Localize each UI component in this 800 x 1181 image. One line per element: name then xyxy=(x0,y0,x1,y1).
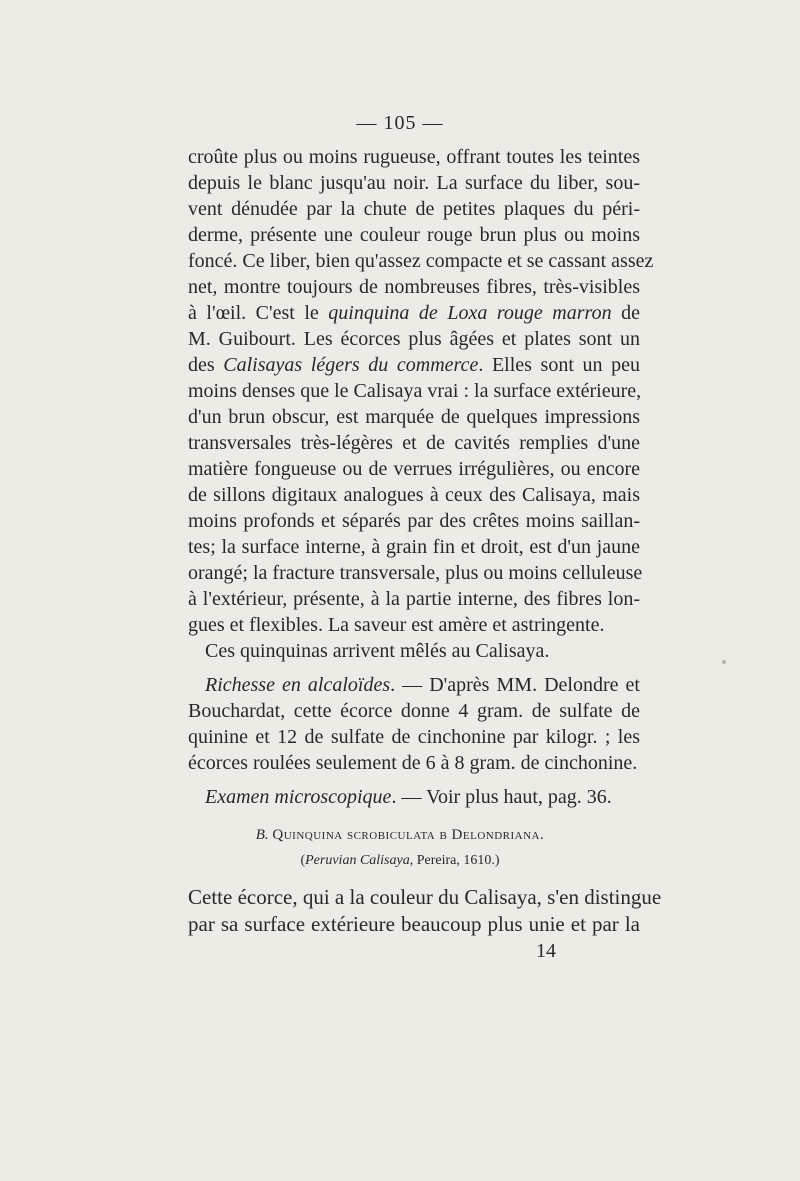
signature-mark: 14 xyxy=(536,940,556,962)
text-line: à l'extérieur, présente, à la partie interne, des fibres lon- xyxy=(188,588,640,610)
text-line: Cette écorce, qui a la couleur du Calisaya, s'en distingue xyxy=(188,885,662,909)
text-line: Richesse en alcaloïdes. — D'après MM. Delondre et xyxy=(205,674,640,696)
text-line: moins denses que le Calisaya vrai : la surface extérieure, xyxy=(188,380,642,402)
text-line: derme, présente une couleur rouge brun plus ou moins xyxy=(188,224,640,246)
text-line: foncé. Ce liber, bien qu'assez compacte et se cassant assez xyxy=(188,250,654,272)
text-line: à l'œil. C'est le quinquina de Loxa rouge marron de xyxy=(188,302,640,324)
text-line: d'un brun obscur, est marquée de quelques impressions xyxy=(188,406,640,428)
text-line: quinine et 12 de sulfate de cinchonine par kilogr. ; les xyxy=(188,726,640,748)
section-letter: B. xyxy=(255,827,269,843)
text-line: tes; la surface interne, à grain fin et droit, est d'un jaune xyxy=(188,536,640,558)
section-heading xyxy=(0,822,800,848)
text-line: orangé; la fracture transversale, plus ou moins celluleuse xyxy=(188,562,643,584)
text-line: écorces roulées seulement de 6 à 8 gram. de cinchonine. xyxy=(188,752,638,774)
text-line: Bouchardat, cette écorce donne 4 gram. de sulfate de xyxy=(188,700,640,722)
text-line: Ces quinquinas arrivent mêlés au Calisaya. xyxy=(205,640,550,662)
text-line: croûte plus ou moins rugueuse, offrant toutes les teintes xyxy=(188,146,640,168)
section-title: Quinquina scrobiculata β Delondriana. xyxy=(272,827,545,843)
text-line: gues et flexibles. La saveur est amère et astringente. xyxy=(188,614,605,636)
text-line: matière fongueuse ou de verrues irrégulières, ou encore xyxy=(188,458,640,480)
text-line: M. Guibourt. Les écorces plus âgées et plates sont un xyxy=(188,328,640,350)
text-line: des Calisayas légers du commerce. Elles sont un peu xyxy=(188,354,640,376)
text-line: transversales très-légères et de cavités remplies d'une xyxy=(188,432,640,454)
paper-speck xyxy=(722,660,726,664)
section-subheading: (Peruvian Calisaya, Pereira, 1610.) xyxy=(300,853,500,868)
text-line: vent dénudée par la chute de petites plaques du péri- xyxy=(188,198,640,220)
text-line: moins profonds et séparés par des crêtes moins saillan- xyxy=(188,510,640,532)
text-line: de sillons digitaux analogues à ceux des Calisaya, mais xyxy=(188,484,640,506)
text-line: Examen microscopique. — Voir plus haut, pag. 36. xyxy=(205,786,612,808)
text-line: par sa surface extérieure beaucoup plus unie et par la xyxy=(188,912,640,936)
text-line: net, montre toujours de nombreuses fibres, très-visibles xyxy=(188,276,640,298)
page-number-header: — 105 — xyxy=(356,112,444,134)
text-line: depuis le blanc jusqu'au noir. La surface du liber, sou- xyxy=(188,172,640,194)
